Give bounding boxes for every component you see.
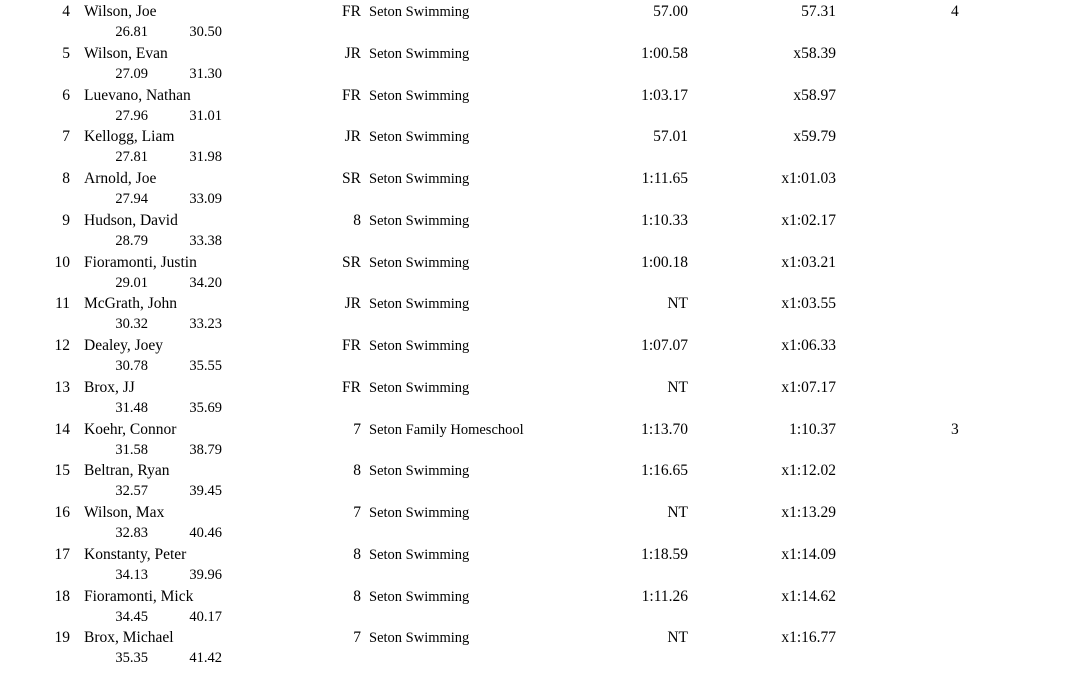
split-time: 35.69 — [189, 399, 222, 416]
team-name: Seton Swimming — [369, 546, 470, 563]
seed-time: 1:07.07 — [641, 337, 688, 354]
swimmer-year: FR — [342, 3, 361, 20]
swimmer-name: Koehr, Connor — [84, 420, 177, 438]
split-time: 41.42 — [189, 650, 222, 667]
split-time: 26.81 — [115, 24, 148, 40]
result-row — [0, 586, 1080, 628]
split-time: 30.50 — [189, 24, 222, 40]
split-time: 30.78 — [115, 358, 148, 374]
seed-time: 1:13.70 — [641, 420, 688, 438]
team-name: Seton Swimming — [369, 630, 470, 647]
points: 3 — [951, 420, 959, 438]
final-time: x1:12.02 — [781, 462, 836, 480]
split-time: 34.45 — [115, 608, 148, 625]
result-row — [0, 210, 1080, 252]
final-time: x1:14.62 — [781, 587, 836, 605]
split-time: 31.58 — [115, 441, 148, 458]
split-time: 39.45 — [189, 483, 222, 500]
swimmer-year: SR — [342, 170, 361, 187]
result-row — [0, 168, 1080, 210]
split-times — [0, 314, 300, 334]
final-time: x1:03.21 — [781, 253, 836, 271]
swimmer-name: Wilson, Max — [84, 504, 165, 521]
swimmer-name: Beltran, Ryan — [84, 462, 170, 480]
result-place: 15 — [54, 462, 70, 480]
seed-time: 1:11.65 — [641, 170, 688, 187]
result-place: 7 — [62, 128, 70, 146]
final-time: x1:13.29 — [781, 504, 836, 521]
seed-time: NT — [667, 504, 688, 521]
final-time: 1:10.37 — [789, 420, 836, 438]
final-time: 57.31 — [801, 3, 836, 20]
split-times — [0, 231, 300, 251]
result-place: 14 — [54, 420, 70, 438]
split-times — [0, 273, 300, 293]
swimmer-year: FR — [342, 337, 361, 354]
split-time: 27.96 — [115, 107, 148, 124]
team-name: Seton Swimming — [369, 4, 470, 20]
swimmer-year: 8 — [353, 587, 361, 605]
team-name: Seton Family Homeschool — [369, 421, 524, 438]
result-row — [0, 85, 1080, 127]
team-name: Seton Swimming — [369, 588, 470, 605]
swimmer-year: 7 — [353, 504, 361, 521]
seed-time: NT — [667, 378, 688, 396]
result-place: 17 — [54, 545, 70, 563]
split-time: 33.23 — [189, 316, 222, 333]
result-row — [0, 544, 1080, 586]
swimmer-name: Brox, JJ — [84, 378, 135, 396]
team-name: Seton Swimming — [369, 254, 470, 271]
result-row — [0, 252, 1080, 294]
swimmer-name: Wilson, Evan — [84, 44, 168, 62]
team-name: Seton Swimming — [369, 379, 470, 396]
final-time: x1:16.77 — [781, 629, 836, 647]
result-place: 5 — [62, 44, 70, 62]
split-time: 30.32 — [115, 316, 148, 333]
final-time: x58.97 — [793, 86, 836, 104]
split-time: 27.81 — [115, 149, 148, 166]
swimmer-year: FR — [342, 378, 361, 396]
swimmer-year: JR — [344, 295, 361, 313]
team-name: Seton Swimming — [369, 45, 470, 62]
result-place: 13 — [54, 378, 70, 396]
seed-time: 1:11.26 — [641, 587, 688, 605]
split-times — [0, 523, 300, 543]
result-place: 19 — [54, 629, 70, 647]
result-place: 10 — [54, 253, 70, 271]
swimmer-year: FR — [342, 86, 361, 104]
seed-time: 1:18.59 — [641, 545, 688, 563]
result-place: 8 — [62, 170, 70, 187]
split-time: 31.30 — [189, 65, 222, 82]
split-time: 32.57 — [115, 483, 148, 500]
split-time: 31.01 — [189, 107, 222, 124]
split-time: 31.98 — [189, 149, 222, 166]
split-times — [0, 22, 300, 42]
final-time: x1:03.55 — [781, 295, 836, 313]
split-times — [0, 440, 300, 460]
swimmer-year: 8 — [353, 545, 361, 563]
swimmer-year: JR — [344, 128, 361, 146]
split-times — [0, 64, 300, 84]
swimmer-name: Fioramonti, Mick — [84, 587, 194, 605]
swimmer-name: Kellogg, Liam — [84, 128, 175, 146]
final-time: x1:14.09 — [781, 545, 836, 563]
swimmer-year: 8 — [353, 211, 361, 229]
result-row — [0, 419, 1080, 461]
split-time: 38.79 — [189, 441, 222, 458]
split-times — [0, 147, 300, 167]
team-name: Seton Swimming — [369, 129, 470, 146]
result-row — [0, 502, 1080, 544]
split-time: 32.83 — [115, 525, 148, 541]
final-time: x1:07.17 — [781, 378, 836, 396]
split-times — [0, 481, 300, 501]
split-time: 33.38 — [189, 232, 222, 249]
result-row — [0, 377, 1080, 419]
split-time: 40.46 — [189, 525, 222, 541]
team-name: Seton Swimming — [369, 212, 470, 229]
team-name: Seton Swimming — [369, 87, 470, 104]
result-row — [0, 460, 1080, 502]
final-time: x1:01.03 — [781, 170, 836, 187]
swimmer-name: Arnold, Joe — [84, 170, 157, 187]
swimmer-year: SR — [342, 253, 361, 271]
result-row — [0, 43, 1080, 85]
swimmer-name: Hudson, David — [84, 211, 178, 229]
team-name: Seton Swimming — [369, 296, 470, 313]
result-place: 9 — [62, 211, 70, 229]
split-time: 27.09 — [115, 65, 148, 82]
team-name: Seton Swimming — [369, 505, 470, 521]
final-time: x1:02.17 — [781, 211, 836, 229]
split-times — [0, 189, 300, 209]
swimmer-year: JR — [344, 44, 361, 62]
swimmer-name: Luevano, Nathan — [84, 86, 191, 104]
split-times — [0, 106, 300, 126]
result-row — [0, 293, 1080, 335]
result-place: 11 — [55, 295, 70, 313]
split-time: 31.48 — [115, 399, 148, 416]
result-place: 16 — [54, 504, 70, 521]
seed-time: NT — [667, 295, 688, 313]
result-place: 12 — [54, 337, 70, 354]
team-name: Seton Swimming — [369, 338, 470, 354]
split-time: 33.09 — [189, 191, 222, 207]
swimmer-year: 7 — [353, 629, 361, 647]
seed-time: 1:03.17 — [641, 86, 688, 104]
final-time: x58.39 — [793, 44, 836, 62]
seed-time: 1:00.18 — [641, 253, 688, 271]
team-name: Seton Swimming — [369, 171, 470, 187]
split-time: 40.17 — [189, 608, 222, 625]
result-row — [0, 126, 1080, 168]
seed-time: 1:00.58 — [641, 44, 688, 62]
swimmer-name: McGrath, John — [84, 295, 177, 313]
seed-time: 1:16.65 — [641, 462, 688, 480]
swimmer-year: 7 — [353, 420, 361, 438]
result-place: 18 — [54, 587, 70, 605]
split-times — [0, 607, 300, 627]
team-name: Seton Swimming — [369, 463, 470, 480]
result-row — [0, 335, 1080, 377]
split-times — [0, 648, 300, 668]
final-time: x59.79 — [793, 128, 836, 146]
split-time: 28.79 — [115, 232, 148, 249]
seed-time: 57.01 — [653, 128, 688, 146]
split-times — [0, 356, 300, 376]
split-time: 34.13 — [115, 566, 148, 583]
split-time: 39.96 — [189, 566, 222, 583]
split-time: 35.55 — [189, 358, 222, 374]
final-time: x1:06.33 — [781, 337, 836, 354]
split-time: 35.35 — [115, 650, 148, 667]
split-time: 27.94 — [115, 191, 148, 207]
swimmer-name: Brox, Michael — [84, 629, 174, 647]
seed-time: 1:10.33 — [641, 211, 688, 229]
result-row — [0, 627, 1080, 669]
swimmer-name: Dealey, Joey — [84, 337, 164, 354]
points: 4 — [951, 3, 959, 20]
result-place: 6 — [62, 86, 70, 104]
seed-time: NT — [667, 629, 688, 647]
swimmer-name: Fioramonti, Justin — [84, 253, 197, 271]
seed-time: 57.00 — [653, 3, 688, 20]
swimmer-name: Wilson, Joe — [84, 3, 157, 20]
swimmer-name: Konstanty, Peter — [84, 545, 187, 563]
result-row — [0, 1, 1080, 43]
swimmer-year: 8 — [353, 462, 361, 480]
split-time: 34.20 — [189, 274, 222, 291]
split-times — [0, 565, 300, 585]
split-time: 29.01 — [115, 274, 148, 291]
split-times — [0, 398, 300, 418]
result-place: 4 — [62, 3, 70, 20]
